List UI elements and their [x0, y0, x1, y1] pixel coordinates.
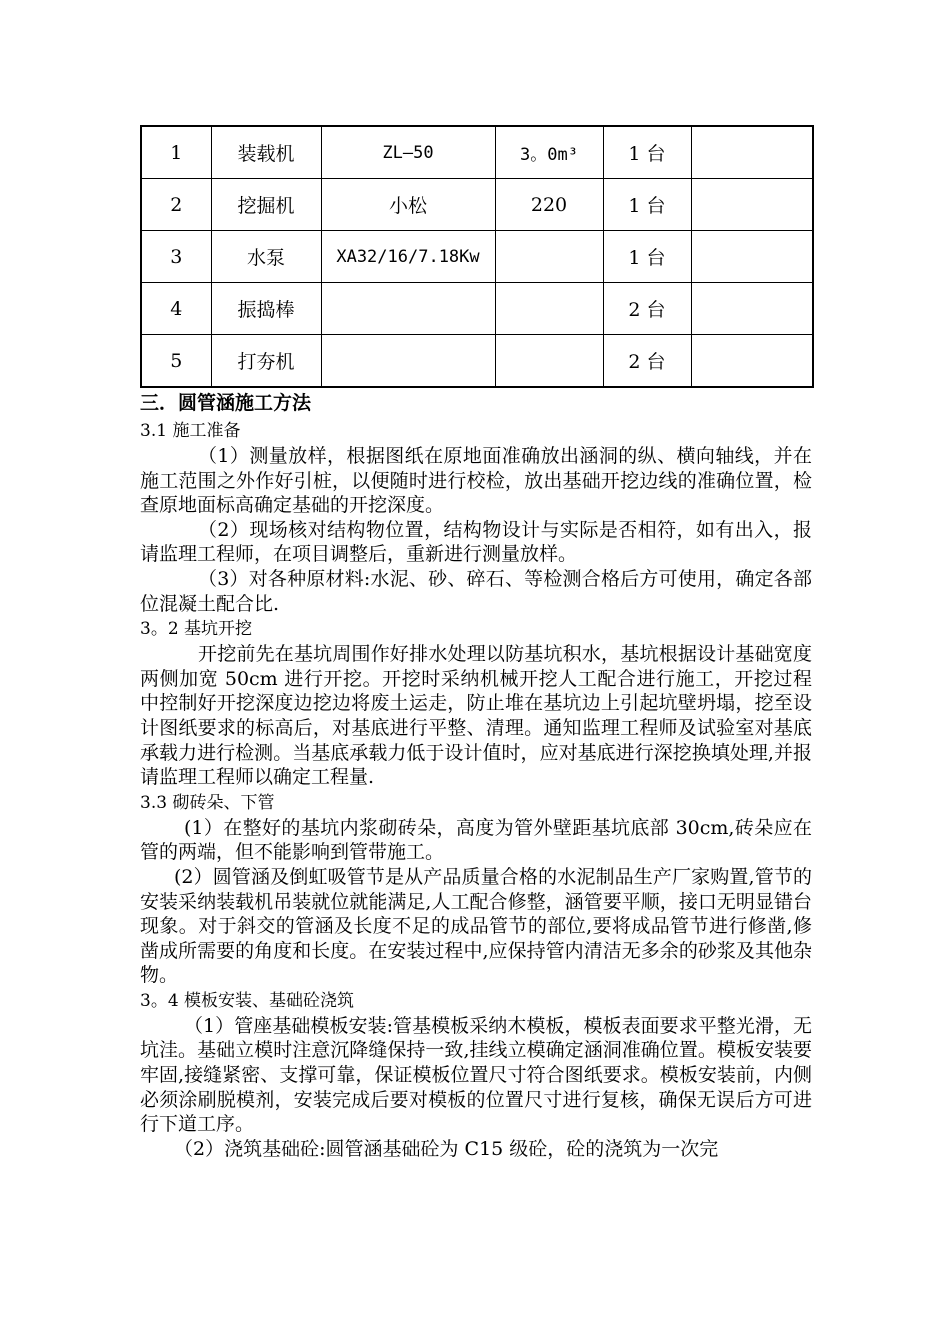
- subsection-title-3-1: 3.1 施工准备: [140, 421, 241, 441]
- subsection-title-3-3: 3.3 砌砖朵、下管: [140, 792, 275, 813]
- equipment-quantity: 2 台: [603, 283, 691, 335]
- equipment-model: 小松: [321, 179, 495, 231]
- section-heading: 三．圆管涵施工方法: [140, 392, 312, 414]
- row-number: 1: [141, 126, 211, 179]
- table-row: [141, 179, 813, 231]
- equipment-spec: [495, 231, 603, 283]
- paragraph: （3）对各种原材料:水泥、砂、碎石、等检测合格后方可使用，确定各部位混凝土配合比.: [140, 567, 812, 615]
- subsection-title-3-4: 3。4 模板安装、基础砼浇筑: [140, 990, 355, 1011]
- equipment-model: XA32/16/7.18Kw: [321, 231, 495, 283]
- equipment-spec: 220: [495, 179, 603, 231]
- table-row: [141, 126, 813, 179]
- equipment-table: [140, 125, 814, 388]
- equipment-name: 振捣棒: [211, 283, 321, 335]
- equipment-spec: [495, 283, 603, 335]
- row-number: 3: [141, 231, 211, 283]
- table-row: [141, 231, 813, 283]
- subsection-title-3-2: 3。2 基坑开挖: [140, 619, 253, 640]
- equipment-model: [321, 335, 495, 388]
- equipment-note: [691, 179, 813, 231]
- row-number: 5: [141, 335, 211, 388]
- equipment-model: ZL—50: [321, 126, 495, 179]
- equipment-name: 挖掘机: [211, 179, 321, 231]
- equipment-name: 水泵: [211, 231, 321, 283]
- equipment-name: 装载机: [211, 126, 321, 179]
- table-row: [141, 283, 813, 335]
- body-text: [140, 388, 812, 1161]
- equipment-model: [321, 283, 495, 335]
- equipment-note: [691, 283, 813, 335]
- equipment-spec: [495, 335, 603, 388]
- equipment-note: [691, 335, 813, 388]
- paragraph: （1）管座基础模板安装:管基模板采纳木模板，模板表面要求平整光滑，无坑洼。基础立模时注意沉降缝保持一致,挂线立模确定涵洞准确位置。模板安装要牢固,接缝紧密、支撑可靠，保证模板位置尺寸符合图纸要求。模板安装前，内侧必须涂刷脱模剂，安装完成后要对模板的位置尺寸进行复核，确保无误后方可进行下道工序。: [140, 1014, 812, 1136]
- paragraph: (2）圆管涵及倒虹吸管节是从产品质量合格的水泥制品生产厂家购置,管节的安装采纳装载机吊装就位就能满足,人工配合修整，涵管要平顺，接口无明显错台现象。对于斜交的管涵及长度不足的成品管节的部位,要将成品管节进行修凿,修凿成所需要的角度和长度。在安装过程中,应保持管内清洁无多余的砂浆及其他杂物。: [140, 865, 812, 987]
- equipment-note: [691, 231, 813, 283]
- equipment-spec: 3。0m³: [495, 126, 603, 179]
- table-row: [141, 335, 813, 388]
- row-number: 2: [141, 179, 211, 231]
- paragraph: （2）浇筑基础砼:圆管涵基础砼为 C15 级砼，砼的浇筑为一次完: [174, 1137, 719, 1160]
- equipment-quantity: 1 台: [603, 179, 691, 231]
- paragraph: 开挖前先在基坑周围作好排水处理以防基坑积水，基坑根据设计基础宽度两侧加宽 50cm 进行开挖。开挖时采纳机械开挖人工配合进行施工，开挖过程中控制好开挖深度边挖边将废土运走，防止堆在基坑边上引起坑壁坍塌，挖至设计图纸要求的标高后，对基底进行平整、清理。通知监理工程师及试验室对基底承载力进行检测。当基底承载力低于设计值时，应对基底进行深挖换填处理,并报请监理工程师以确定工程量.: [140, 643, 812, 789]
- equipment-quantity: 1 台: [603, 231, 691, 283]
- paragraph: （2）现场核对结构物位置，结构物设计与实际是否相符，如有出入，报请监理工程师，在项目调整后，重新进行测量放样。: [140, 518, 812, 566]
- paragraph: (1）在整好的基坑内浆砌砖朵，高度为管外壁距基坑底部 30cm,砖朵应在管的两端，但不能影响到管带施工。: [140, 816, 812, 864]
- equipment-quantity: 2 台: [603, 335, 691, 388]
- paragraph: （1）测量放样，根据图纸在原地面准确放出涵洞的纵、横向轴线，并在施工范围之外作好引桩，以便随时进行校检，放出基础开挖边线的准确位置，检查原地面标高确定基础的开挖深度。: [140, 445, 812, 517]
- row-number: 4: [141, 283, 211, 335]
- equipment-quantity: 1 台: [603, 126, 691, 179]
- equipment-note: [691, 126, 813, 179]
- equipment-name: 打夯机: [211, 335, 321, 388]
